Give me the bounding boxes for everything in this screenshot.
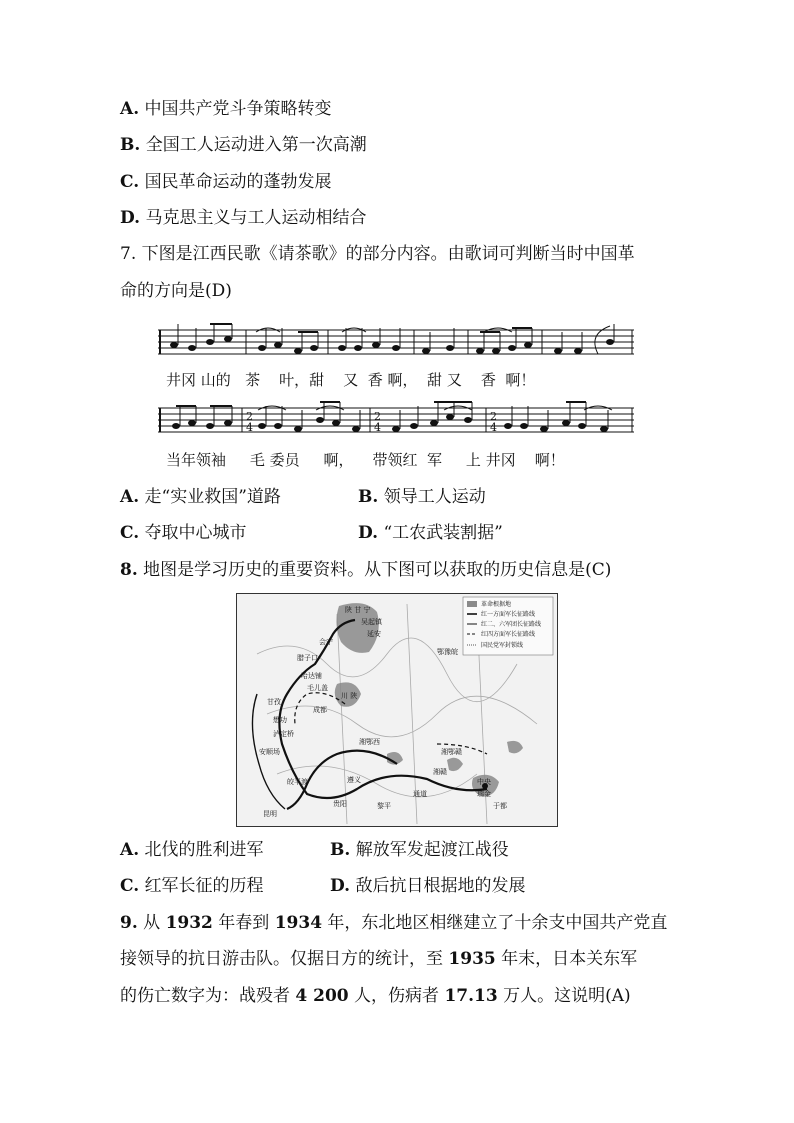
label-xianggan: 湘赣 bbox=[433, 768, 447, 776]
label-ganzi: 甘孜 bbox=[267, 698, 281, 706]
label-shaanganning: 陕 甘 宁 bbox=[345, 606, 371, 614]
label-yanan: 延安 bbox=[367, 630, 381, 638]
label-maoergai: 毛儿盖 bbox=[307, 684, 328, 692]
q9-stem-line1: 9. 从 1932 年春到 1934 年，东北地区相继建立了十余支中国共产党直 bbox=[120, 913, 668, 933]
q9-stem-line3: 的伤亡数字为：战殁者 4 200 人，伤病者 17.13 万人。这说明(A) bbox=[120, 986, 631, 1006]
label-jiaopingdu: 皎平渡 bbox=[287, 778, 308, 786]
q8-option-d: D. 敌后抗日根据地的发展 bbox=[330, 876, 526, 896]
svg-text:2: 2 bbox=[246, 410, 253, 423]
music-staff-2 bbox=[158, 398, 634, 442]
q7-stem-line2: 命的方向是(D) bbox=[120, 281, 232, 301]
label-xiangegan: 湘鄂赣 bbox=[441, 748, 462, 756]
long-march-map bbox=[236, 593, 558, 827]
q7-option-c: C. 夺取中心城市 bbox=[120, 523, 247, 543]
label-lazikou: 腊子口 bbox=[297, 654, 318, 662]
q8-option-b: B. 解放军发起渡江战役 bbox=[330, 840, 509, 860]
label-hadapu: 哈达铺 bbox=[301, 672, 322, 680]
label-chuanshan: 川 陕 bbox=[341, 692, 358, 700]
svg-text:2: 2 bbox=[490, 410, 497, 423]
label-chengdu: 成都 bbox=[313, 706, 327, 714]
music-staff-1 bbox=[158, 320, 634, 364]
q8-stem: 8. 地图是学习历史的重要资料。从下图可以获取的历史信息是(C) bbox=[120, 560, 612, 580]
q7-option-d: D. “工农武装割据” bbox=[358, 523, 503, 543]
legend-item-first-front: 红一方面军长征路线 bbox=[481, 611, 536, 618]
q6-option-d: D. 马克思主义与工人运动相结合 bbox=[120, 208, 367, 228]
label-maogong: 懋功 bbox=[273, 716, 287, 724]
label-zhongyang: 中央 bbox=[477, 778, 491, 786]
label-ruijin: 瑞金 bbox=[477, 790, 491, 798]
svg-text:4: 4 bbox=[374, 421, 381, 434]
svg-text:4: 4 bbox=[246, 421, 253, 434]
q6-option-b: B. 全国工人运动进入第一次高潮 bbox=[120, 135, 367, 155]
legend-item-base: 革命根据地 bbox=[481, 601, 512, 608]
label-eyuwan: 鄂豫皖 bbox=[437, 648, 458, 656]
lyrics-line-1: 井冈 山的 茶 叶，甜 又 香 啊， 甜 又 香 啊！ bbox=[166, 371, 536, 389]
label-huining: 会宁 bbox=[319, 638, 333, 646]
legend-item-second-sixth: 红二、六军团长征路线 bbox=[481, 621, 542, 628]
q6-option-c: C. 国民革命运动的蓬勃发展 bbox=[120, 172, 332, 192]
svg-text:4: 4 bbox=[490, 421, 497, 434]
label-zunyi: 遵义 bbox=[347, 776, 361, 784]
q6-option-a: A. 中国共产党斗争策略转变 bbox=[120, 99, 332, 119]
label-luding: 泸定桥 bbox=[273, 730, 294, 738]
q7-stem-line1: 7. 下图是江西民歌《请茶歌》的部分内容。由歌词可判断当时中国革 bbox=[120, 244, 635, 264]
q8-option-c: C. 红军长征的历程 bbox=[120, 876, 264, 896]
label-liping: 黎平 bbox=[377, 802, 391, 810]
q8-option-a: A. 北伐的胜利进军 bbox=[120, 840, 264, 860]
label-guiyang: 贵阳 bbox=[333, 800, 347, 808]
q9-stem-line2: 接领导的抗日游击队。仅据日方的统计，至 1935 年末，日本关东军 bbox=[120, 949, 638, 969]
label-anshunchang: 安顺场 bbox=[259, 748, 280, 756]
q7-option-b: B. 领导工人运动 bbox=[358, 487, 486, 507]
legend-item-blockade: 国民党军封锁线 bbox=[481, 642, 524, 649]
map-drawing bbox=[237, 594, 557, 826]
legend-item-fourth-front: 红四方面军长征路线 bbox=[481, 631, 536, 638]
q7-option-a: A. 走“实业救国”道路 bbox=[120, 487, 281, 507]
label-xiangexi: 湘鄂西 bbox=[359, 738, 380, 746]
label-wuqi: 吴起镇 bbox=[361, 618, 382, 626]
label-yudu: 于都 bbox=[493, 802, 507, 810]
lyrics-line-2: 当年领袖 毛 委员 啊， 带领红 军 上 井冈 啊！ bbox=[166, 451, 565, 469]
label-tongdao: 通道 bbox=[413, 790, 427, 798]
legend-swatch-base bbox=[467, 601, 477, 607]
svg-text:2: 2 bbox=[374, 410, 381, 423]
label-kunming: 昆明 bbox=[263, 810, 277, 818]
